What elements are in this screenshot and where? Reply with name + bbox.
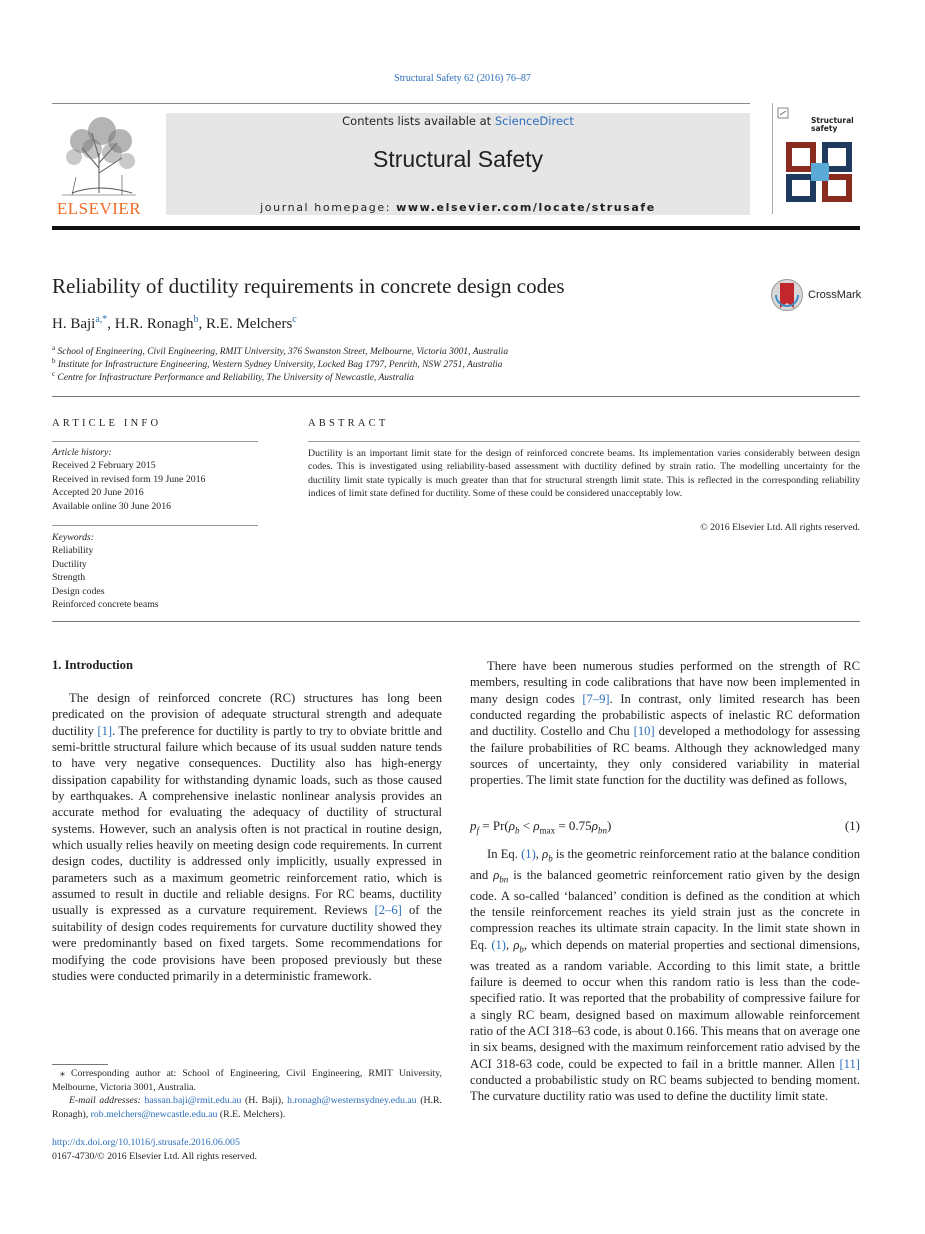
homepage-link[interactable]: www.elsevier.com/locate/strusafe [396, 201, 656, 214]
keyword: Reinforced concrete beams [52, 599, 159, 611]
publisher-name: ELSEVIER [56, 199, 142, 218]
text-run: is the geometric reinforcement ratio at the balance condition and [470, 847, 861, 882]
history-item: Received 2 February 2015 [52, 460, 156, 472]
contents-prefix: Contents lists available at [342, 114, 495, 128]
keyword: Design codes [52, 585, 105, 597]
issn-line: 0167-4730/© 2016 Elsevier Ltd. All rights reserved. [52, 1150, 257, 1162]
math-symbol: ρ [493, 867, 500, 882]
email-note [52, 1094, 442, 1121]
citation-link[interactable]: [7–9] [582, 691, 610, 706]
author-affiliation-mark[interactable]: c [292, 314, 297, 325]
article-info-heading: ARTICLE INFO [52, 418, 162, 429]
author-separator: , [107, 316, 115, 332]
keyword: Ductility [52, 558, 87, 570]
email-owner: (H.R. Ronagh), [52, 1095, 442, 1120]
cover-pattern-icon [781, 133, 859, 205]
journal-homepage [166, 201, 750, 214]
affiliation-mark: b [52, 357, 56, 365]
text-run: conducted a probabilistic study on RC beams subjected to bending moment. The curvature ductility ratio was used to define the ductility limit state. [470, 1073, 860, 1104]
citation-link[interactable]: [2–6] [374, 903, 402, 918]
citation-link[interactable]: (1) [491, 937, 506, 952]
history-item: Available online 30 June 2016 [52, 500, 171, 512]
math-symbol: ρ [513, 937, 520, 952]
cover-publisher-mark-icon [777, 107, 789, 119]
equation-1 [470, 818, 860, 836]
text-run: developed a methodology for assessing the failure probabilities of RC beams. Although they acknowledged many sources of uncertainty, they only considered variability in material properties. The limit state function for the ductility was defined as follows, [470, 724, 861, 788]
abstract-text: Ductility is an important limit state for the design of reinforced concrete beams. Its implementation varies considerably between design codes. This is investigated using reliability-based assessment with ductility defined by strain ratio. The modelling uncertainty for the ductility limit state typically is much greater than that for structural strength limit state. This is reflected in the corresponding reliability indices of limit state defined for ductility. Some of these could be considered unacceptably low. [308, 448, 860, 500]
intro-paragraph [470, 658, 860, 789]
footnote [52, 1067, 442, 1121]
text-run: , [535, 847, 543, 861]
citation-link[interactable]: [10] [633, 724, 655, 739]
author-name: H.R. Ronagh [114, 316, 194, 332]
author [115, 316, 206, 332]
crossmark-label[interactable]: CrossMark [808, 289, 862, 301]
math-symbol: ρ [542, 847, 549, 861]
email-link[interactable]: rob.melchers@newcastle.edu.au [90, 1108, 218, 1120]
history-item: Received in revised form 19 June 2016 [52, 473, 206, 485]
journal-cover [772, 103, 861, 214]
keywords [52, 531, 258, 611]
affiliation [52, 370, 414, 383]
crossmark-icon[interactable] [770, 279, 804, 311]
text-run: In Eq. [487, 847, 522, 861]
email-owner: (R.E. Melchers). [217, 1108, 286, 1120]
keywords-label: Keywords: [52, 532, 95, 543]
paper-title: Reliability of ductility requirements in concrete design codes [52, 274, 565, 298]
author-name: H. Baji [52, 316, 96, 332]
affiliation-text: Institute for Infrastructure Engineering, Western Sydney University, Locked Bag 1797, Penrith, NSW 2751, Australia [57, 360, 503, 371]
article-info-rule [52, 441, 258, 442]
abstract-heading: ABSTRACT [308, 418, 389, 429]
author-list [52, 314, 297, 333]
author [206, 316, 297, 332]
homepage-prefix: journal homepage: [260, 201, 397, 214]
text-run: . The preference for ductility is partly to try to obviate brittle and semi-brittle structural failure which because of its usual sudden nature tends to have very negative consequences. Ductility also has high-energy dissipation capability for withstanding dynamic loads, such as those caused by earthquakes. A comprehensive inelastic nonlinear analysis provides an accurate method for evaluating the adequacy of ductility of structural systems. However, such an analysis often is not practical in routine design, which usually relies heavily on meeting design code requirements. In current design codes, ductility is addressed only implicitly, usually expressed in parameters such as a maximum geometric reinforcement ratio, which is assumed to result in ductile and reliable designs. For RC beams, ductility usually is expressed as a curvature requirement. Reviews [52, 723, 442, 918]
math-subscript: bn [499, 874, 509, 885]
equation-body: $p_f = Pr(\rho_b < \rho_{max} = 0.75\rho_{bn})$ [470, 818, 612, 836]
keyword: Strength [52, 572, 86, 584]
abstract-copyright: © 2016 Elsevier Ltd. All rights reserved. [700, 522, 860, 533]
keywords-rule [52, 525, 258, 526]
citation-link[interactable]: [11] [839, 1056, 860, 1071]
affiliation-mark: c [52, 370, 56, 378]
header-thick-rule [52, 226, 860, 230]
section-heading: 1. Introduction [52, 658, 133, 672]
corresponding-author-note [52, 1067, 442, 1094]
history-label: Article history: [52, 447, 112, 458]
history-item: Accepted 20 June 2016 [52, 487, 144, 499]
text-run: , which depends on material properties and sectional dimensions, was treated as a random variable. According to this limit state, a brittle failure is deemed to occur when this random ratio is less than the code-specified ratio. It was reported that the probability of compressive failure for a singly RC beam, designed based on maximum allowable reinforcement ratio of the ACI 318–63 code, is about 0.166. This means that on average one in six beams, designed with the maximum reinforcement ratio advised by the ACI 318-63 code, could be expected to fail in a brittle manner. Allen [470, 937, 860, 1071]
doi-block [52, 1136, 257, 1163]
section-rule [52, 621, 860, 622]
math-subscript: b [548, 853, 553, 864]
contents-line [166, 114, 750, 128]
math-subscript: b [519, 944, 524, 955]
text-run: , [506, 937, 514, 952]
keyword: Reliability [52, 545, 94, 557]
affiliation [52, 357, 502, 370]
text-run: There have been numerous studies performed on the strength of RC members, resulting in code calibrations that have now been implemented in many design codes [470, 659, 860, 706]
intro-paragraph [470, 846, 860, 1105]
author [52, 316, 115, 332]
equation-number: (1) [844, 818, 860, 833]
citation-link[interactable]: (1) [521, 847, 536, 861]
doi-link[interactable]: http://dx.doi.org/10.1016/j.strusafe.2016.06.005 [52, 1137, 240, 1148]
email-label: E-mail addresses: [69, 1095, 145, 1106]
sciencedirect-link[interactable]: ScienceDirect [494, 114, 574, 128]
author-name: R.E. Melchers [206, 316, 293, 332]
footnote-star: ⁎ [60, 1068, 65, 1079]
text-run: is the balanced geometric reinforcement ratio given by the design code. A so-called ‘balanced’ condition is defined as the condition at which the tensile reinforcement reaches its yield strain just as the concrete in compression reaches its ultimate strain capacity. In the limit state shown in Eq. [470, 867, 860, 952]
journal-title: Structural Safety [372, 146, 544, 172]
affiliation-text: Centre for Infrastructure Performance and Reliability, The University of Newcastle, Australia [57, 373, 414, 384]
text-run: of the suitability of design codes requirements for curvature ductility showed they were predominantly based on fixed targets. Some recommendations for modifying the code provisions have been proposed previously but these studies were conducted primarily in a deterministic framework. [52, 903, 442, 983]
article-history [52, 446, 258, 513]
section-rule [52, 396, 860, 397]
citation-link[interactable]: [1] [97, 723, 113, 738]
abstract-rule [308, 441, 860, 442]
affiliation [52, 344, 508, 357]
cover-title: Structural safety [811, 116, 854, 133]
author-affiliation-mark[interactable]: b [193, 314, 199, 325]
email-owner: (H. Baji), [241, 1095, 288, 1106]
email-link[interactable]: hassan.baji@rmit.edu.au [144, 1095, 242, 1106]
corresponding-text: Corresponding author at: School of Engineering, Civil Engineering, RMIT University, Melbourne, Victoria 3001, Australia. [52, 1068, 442, 1093]
header-rule [52, 103, 750, 104]
intro-paragraph [52, 690, 442, 984]
journal-reference[interactable]: Structural Safety 62 (2016) 76–87 [394, 73, 531, 84]
email-link[interactable]: h.ronagh@westernsydney.edu.au [287, 1095, 417, 1106]
author-separator: , [198, 316, 207, 332]
text-run: . In contrast, only limited research has been conducted regarding the probabilistic aspects of inelastic RC deformation and ductility. Costello and Chu [470, 691, 861, 739]
affiliation-mark: a [52, 344, 56, 352]
text-run: The design of reinforced concrete (RC) structures has long been predicated on the provision of adequate structural strength and adequate ductility [52, 691, 442, 738]
footnote-rule [52, 1064, 108, 1065]
author-affiliation-mark[interactable]: a,* [95, 314, 108, 325]
affiliation-text: School of Engineering, Civil Engineering, RMIT University, 376 Swanston Street, Melbourne, Victoria 3001, Australia [57, 347, 509, 358]
